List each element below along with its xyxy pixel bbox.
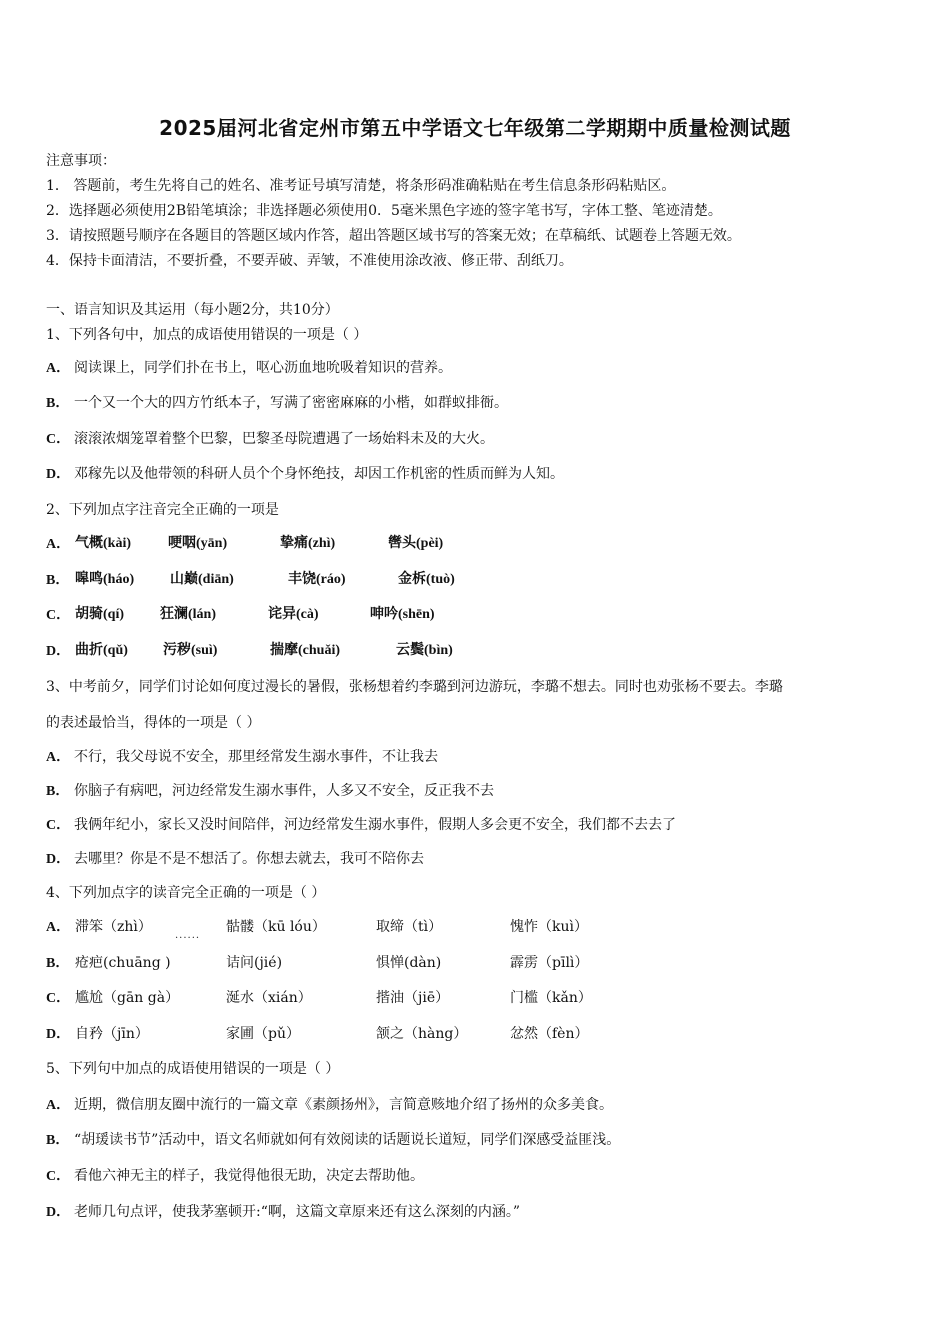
- pinyin-item: 胡骑(qí): [75, 607, 124, 622]
- pinyin-item: 诘问(jié): [226, 955, 283, 971]
- pinyin-item: 疮疤(chuāng ): [75, 955, 171, 971]
- option-label: B．: [46, 573, 70, 588]
- option-label: D．: [46, 467, 71, 482]
- option-text: 你脑子有病吧，河边经常发生溺水事件，人多又不安全，反正我不去: [74, 783, 494, 799]
- pinyin-item: 尴尬（gān gà）: [75, 990, 180, 1006]
- option-label: A．: [46, 1098, 71, 1113]
- question-1-option-c: [46, 429, 494, 450]
- option-label: A．: [46, 750, 71, 765]
- question-3-option-d: [46, 849, 424, 870]
- question-2-stem: 2、下列加点字注音完全正确的一项是: [46, 502, 279, 518]
- notice-item: 2．选择题必须使用2B铅笔填涂；非选择题必须使用0．5毫米黑色字迹的签字笔书写，字体工整、笔迹清楚。: [46, 203, 722, 219]
- pinyin-item: 气概(kài): [75, 536, 131, 551]
- question-5-stem: 5、下列句中加点的成语使用错误的一项是（ ）: [46, 1061, 340, 1077]
- question-5-option-d: [46, 1202, 520, 1223]
- pinyin-item: 自矜（jīn）: [75, 1026, 149, 1042]
- option-text: “胡瑗读书节”活动中，语文名师就如何有效阅读的话题说长道短，同学们深感受益匪浅。: [74, 1132, 621, 1148]
- question-4-stem: 4、下列加点字的读音完全正确的一项是（ ）: [46, 885, 326, 901]
- question-4-option-label: [46, 988, 74, 1009]
- question-1-option-b: [46, 393, 508, 414]
- pinyin-item: 霹雳（pīlì）: [510, 955, 589, 971]
- option-text: 滚滚浓烟笼罩着整个巴黎，巴黎圣母院遭遇了一场始料未及的大火。: [74, 431, 494, 447]
- option-text: 邓稼先以及他带领的科研人员个个身怀绝技，却因工作机密的性质而鲜为人知。: [74, 466, 564, 482]
- question-4-option-label: [46, 917, 74, 938]
- question-3-option-a: [46, 747, 438, 768]
- pinyin-item: 金柝(tuò): [398, 572, 455, 587]
- pinyin-item: 家圃（pǔ）: [226, 1026, 300, 1042]
- question-2-option-label: [46, 641, 74, 662]
- option-label: B．: [46, 396, 70, 411]
- question-3-stem-line-1: 3、中考前夕，同学们讨论如何度过漫长的暑假，张杨想着约李璐到河边游玩，李璐不想去。同时也劝张杨不要去。李璐: [46, 679, 783, 695]
- pinyin-item: 骷髅（kū lóu）: [226, 919, 326, 935]
- question-5-option-a: [46, 1095, 613, 1116]
- pinyin-item: 狂澜(lán): [160, 607, 216, 622]
- option-label: D．: [46, 1027, 71, 1042]
- pinyin-item: 门槛（kǎn）: [510, 990, 592, 1006]
- option-label: A．: [46, 361, 71, 376]
- question-3-stem-line-2: 的表述最恰当，得体的一项是（ ）: [46, 715, 261, 731]
- pinyin-item: 惧惮(dàn): [376, 955, 442, 971]
- pinyin-item: 取缔（tì）: [376, 919, 443, 935]
- pinyin-item: 忿然（fèn）: [510, 1026, 589, 1042]
- pinyin-item: 丰饶(ráo): [288, 572, 346, 587]
- pinyin-item: 诧异(cà): [268, 607, 319, 622]
- option-text: 去哪里？你是不是不想活了。你想去就去，我可不陪你去: [74, 851, 424, 867]
- option-label: A．: [46, 920, 71, 935]
- option-text: 我俩年纪小，家长又没时间陪伴，河边经常发生溺水事件，假期人多会更不安全，我们都不去去了: [74, 817, 676, 833]
- option-label: B．: [46, 1133, 70, 1148]
- question-4-option-label: [46, 1024, 74, 1045]
- question-2-option-label: [46, 570, 74, 591]
- question-1-stem: 1、下列各句中，加点的成语使用错误的一项是（ ）: [46, 327, 368, 343]
- pinyin-item: 哽咽(yān): [168, 536, 228, 551]
- question-5-option-c: [46, 1166, 424, 1187]
- pinyin-item: 污秽(suì): [163, 643, 218, 658]
- pinyin-item: 愧怍（kuì）: [510, 919, 588, 935]
- question-2-option-label: [46, 605, 74, 626]
- option-text: 看他六神无主的样子，我觉得他很无助，决定去帮助他。: [74, 1168, 424, 1184]
- option-label: C．: [46, 1169, 71, 1184]
- notice-item: 3．请按照题号顺序在各题目的答题区域内作答，超出答题区域书写的答案无效；在草稿纸、试题卷上答题无效。: [46, 228, 741, 244]
- section-heading: 一、语言知识及其运用（每小题2分，共10分）: [46, 302, 339, 318]
- notice-heading: 注意事项：: [46, 153, 116, 169]
- question-2-option-label: [46, 534, 74, 555]
- option-label: D．: [46, 1205, 71, 1220]
- pinyin-item: 曲折(qǔ): [75, 643, 128, 658]
- notice-item: 4．保持卡面清洁，不要折叠，不要弄破、弄皱，不准使用涂改液、修正带、刮纸刀。: [46, 253, 573, 269]
- option-label: C．: [46, 432, 71, 447]
- question-5-option-b: [46, 1130, 620, 1151]
- pinyin-item: 挚痛(zhì): [280, 536, 336, 551]
- pinyin-item: 辔头(pèi): [388, 536, 444, 551]
- page-title: 2025届河北省定州市第五中学语文七年级第二学期期中质量检测试题: [159, 116, 791, 140]
- option-text: 阅读课上，同学们扑在书上，呕心沥血地吮吸着知识的营养。: [74, 360, 452, 376]
- pinyin-item: 滞笨（zhì）: [75, 919, 152, 935]
- option-label: B．: [46, 956, 70, 971]
- pinyin-item: 涎水（xián）: [226, 990, 312, 1006]
- notice-item: 1． 答题前，考生先将自己的姓名、准考证号填写清楚，将条形码准确粘贴在考生信息条形码粘贴区。: [46, 178, 676, 194]
- pinyin-item: 揣摩(chuǎi): [270, 643, 340, 658]
- pinyin-item: 嗥鸣(háo): [75, 572, 135, 587]
- option-label: D．: [46, 644, 71, 659]
- option-text: 一个又一个大的四方竹纸本子，写满了密密麻麻的小楷，如群蚁排衙。: [74, 395, 508, 411]
- pinyin-item: 颔之（hàng）: [376, 1026, 468, 1042]
- option-label: B．: [46, 784, 70, 799]
- option-label: D．: [46, 852, 71, 867]
- option-text: 近期，微信朋友圈中流行的一篇文章《素颜扬州》，言简意赅地介绍了扬州的众多美食。: [74, 1097, 613, 1113]
- question-1-option-d: [46, 464, 564, 485]
- option-label: C．: [46, 608, 71, 623]
- pinyin-item: 揩油（jiē）: [376, 990, 450, 1006]
- question-3-option-b: [46, 781, 494, 802]
- pinyin-item: 云鬓(bìn): [396, 643, 453, 658]
- pinyin-item: 呻吟(shēn): [370, 607, 435, 622]
- option-label: C．: [46, 818, 71, 833]
- question-4-option-label: [46, 953, 74, 974]
- option-label: A．: [46, 537, 71, 552]
- option-text: 老师几句点评，使我茅塞顿开:“啊，这篇文章原来还有这么深刻的内涵。”: [74, 1204, 521, 1220]
- pinyin-item: 山巅(diān): [170, 572, 234, 587]
- option-text: 不行，我父母说不安全，那里经常发生溺水事件，不让我去: [74, 749, 438, 765]
- question-1-option-a: [46, 358, 452, 379]
- question-3-option-c: [46, 815, 676, 836]
- option-label: C．: [46, 991, 71, 1006]
- emphasis-dots: ......: [175, 930, 201, 941]
